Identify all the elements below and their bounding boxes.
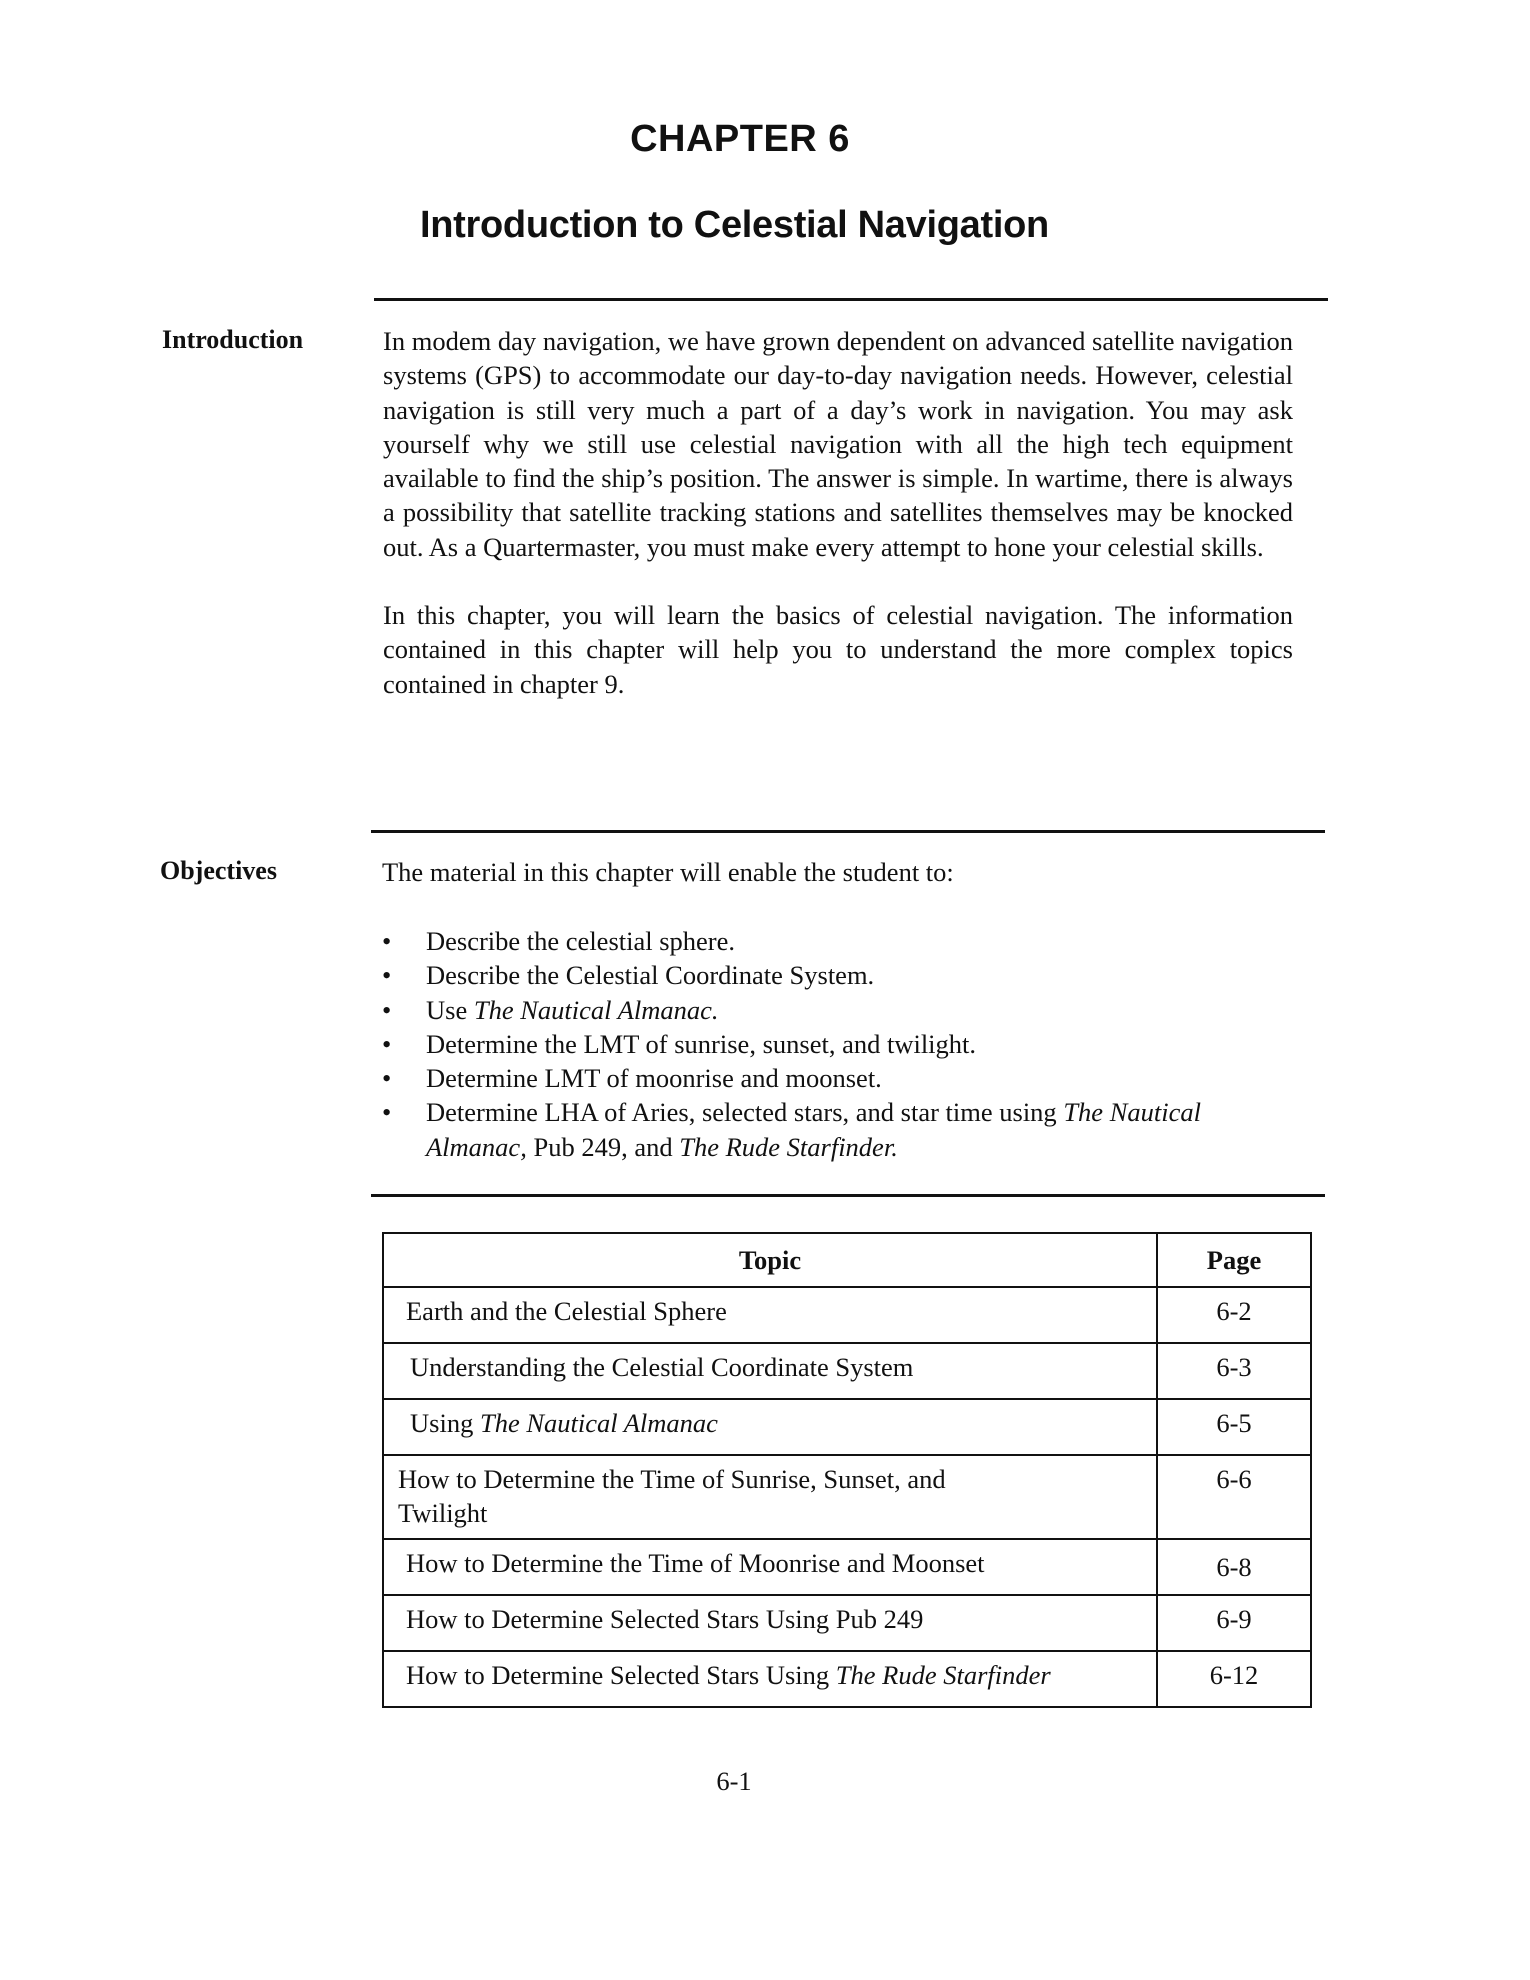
objectives-list: [382, 924, 1282, 1164]
list-item: [382, 1027, 1282, 1061]
objective-text: Determine the LMT of sunrise, sunset, and twilight.: [426, 1028, 977, 1059]
bullet: •: [382, 1097, 392, 1128]
introduction-paragraph: In modem day navigation, we have grown dependent on advanced satellite navigation systems (GPS) to accommodate our day-to-day navigation needs. However, celestial navigation is still very much a part of a day’s work in navigation. You may ask yourself why we still use celestial navigation with all the high tech equipment available to find the ship’s position. The answer is simple. In wartime, there is always a possibility that satellite tracking stations and satellites themselves may be knocked out. As a Quartermaster, you must make every attempt to hone your celestial skills.: [383, 326, 1293, 562]
introduction-label: Introduction: [162, 325, 304, 354]
topic-text: How to Determine Selected Stars Using: [406, 1660, 836, 1690]
topic-cell: How to Determine Selected Stars Using Pub 249: [383, 1595, 1157, 1651]
chapter-number: CHAPTER 6: [630, 118, 850, 160]
column-header-topic: Topic: [383, 1233, 1157, 1287]
chapter-title: Introduction to Celestial Navigation: [420, 204, 1049, 246]
bullet: •: [382, 994, 392, 1025]
topics-table: [382, 1232, 1312, 1708]
list-item: [382, 958, 1282, 992]
bullet: •: [382, 1028, 392, 1059]
section-divider: [371, 830, 1325, 833]
topic-cell: How to Determine the Time of Moonrise and Moonset: [383, 1539, 1157, 1595]
bullet: •: [382, 960, 392, 991]
table-row: [383, 1399, 1311, 1455]
introduction-paragraph: In this chapter, you will learn the basics of celestial navigation. The information contained in this chapter will help you to understand the more complex topics contained in chapter 9.: [383, 600, 1293, 699]
table-header-row: [383, 1233, 1311, 1287]
bullet: •: [382, 926, 392, 956]
bullet: •: [382, 1063, 392, 1094]
table-row: [383, 1651, 1311, 1707]
table-row: [383, 1287, 1311, 1343]
page-number: 6-1: [716, 1766, 752, 1796]
introduction-text: [383, 324, 1293, 701]
page-cell: 6-9: [1157, 1595, 1311, 1651]
page-cell: 6-3: [1157, 1343, 1311, 1399]
list-item: [382, 1061, 1282, 1095]
page-cell: 6-6: [1157, 1455, 1311, 1539]
publication-title: The Nautical Almanac,: [426, 1097, 1201, 1162]
table-row: [383, 1343, 1311, 1399]
publication-title: The Rude Starfinder.: [679, 1131, 898, 1162]
table-row: [383, 1455, 1311, 1539]
topic-cell: Understanding the Celestial Coordinate System: [383, 1343, 1157, 1399]
publication-title: The Nautical Almanac.: [473, 994, 719, 1025]
topic-cell: [383, 1651, 1157, 1707]
list-item: [382, 993, 1282, 1027]
publication-title: The Rude Starfinder: [835, 1660, 1051, 1690]
objectives-lead: The material in this chapter will enable the student to:: [382, 857, 954, 887]
objective-text: Determine LMT of moonrise and moonset.: [426, 1063, 882, 1094]
objectives-label: Objectives: [160, 856, 277, 885]
list-item: [382, 924, 1282, 958]
page-cell: 6-8: [1157, 1539, 1311, 1595]
table-row: [383, 1595, 1311, 1651]
page-cell: 6-5: [1157, 1399, 1311, 1455]
column-header-page: Page: [1157, 1233, 1311, 1287]
list-item: [382, 1095, 1282, 1164]
section-divider: [374, 298, 1328, 301]
page-cell: 6-12: [1157, 1651, 1311, 1707]
table-row: [383, 1539, 1311, 1595]
topic-text: Using: [410, 1408, 480, 1438]
objective-text: Use: [426, 994, 474, 1025]
publication-title: The Nautical Almanac: [479, 1408, 718, 1438]
topic-cell: How to Determine the Time of Sunrise, Sunset, and Twilight: [383, 1455, 1157, 1539]
topic-cell: [383, 1399, 1157, 1455]
topic-cell: Earth and the Celestial Sphere: [383, 1287, 1157, 1343]
page-cell: 6-2: [1157, 1287, 1311, 1343]
section-divider: [371, 1194, 1325, 1197]
objective-text: Pub 249, and: [526, 1131, 680, 1162]
objective-text: Describe the Celestial Coordinate System.: [426, 960, 875, 991]
objective-text: Determine LHA of Aries, selected stars, and star time using: [426, 1097, 1064, 1128]
objective-text: Describe the celestial sphere.: [426, 926, 736, 956]
